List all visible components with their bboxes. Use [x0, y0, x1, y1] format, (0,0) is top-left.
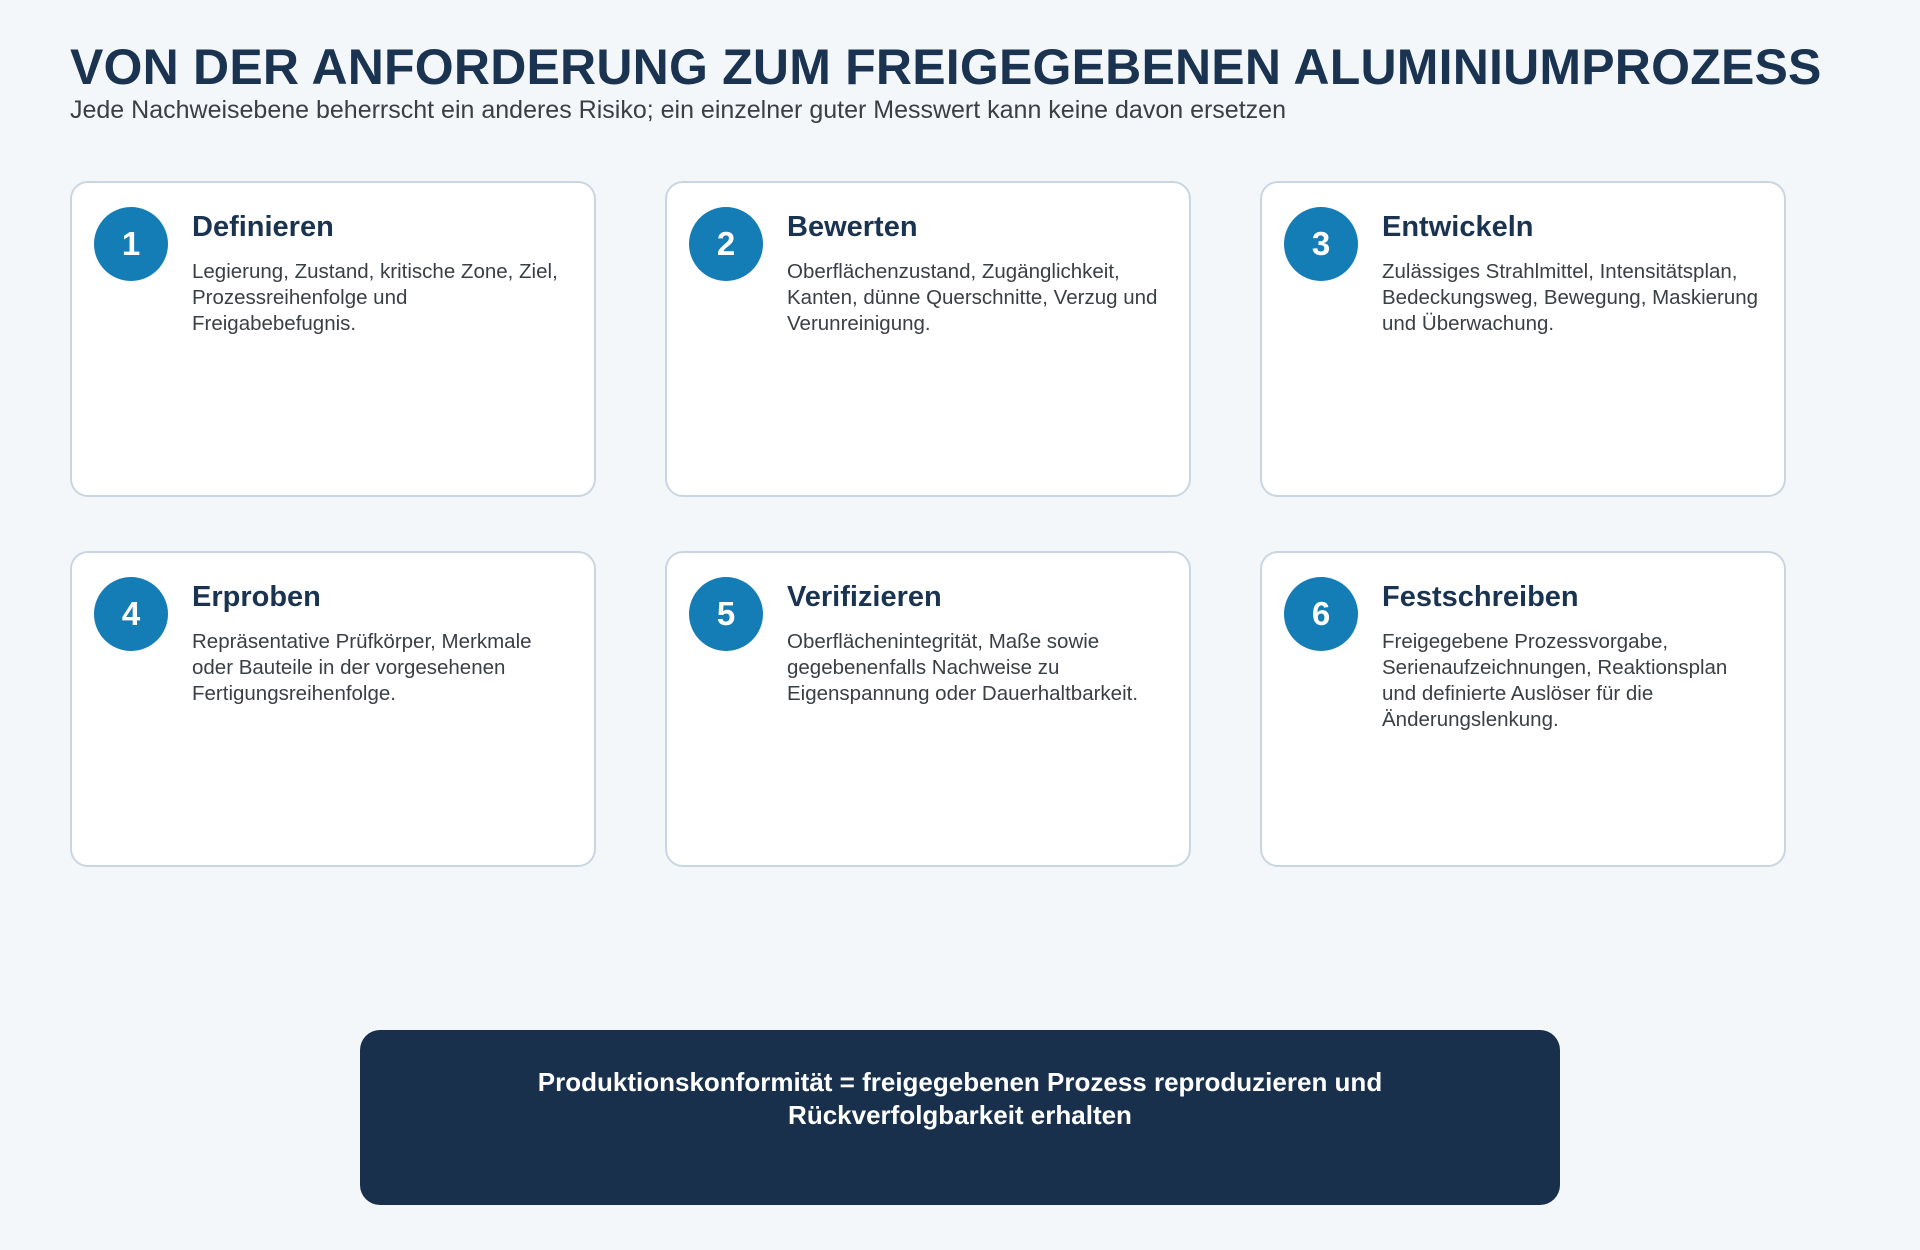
step-description: Legierung, Zustand, kritische Zone, Ziel, Prozessreihenfolge und Freigabebefugnis. — [192, 260, 558, 335]
step-number-badge: 6 — [1284, 577, 1358, 651]
step-number-badge: 5 — [689, 577, 763, 651]
page-subtitle: Jede Nachweisebene beherrscht ein anderes Risiko; ein einzelner guter Messwert kann keine davon ersetzen — [70, 96, 1286, 124]
step-title: Entwickeln — [1382, 211, 1534, 243]
step-number-badge: 3 — [1284, 207, 1358, 281]
step-card-entwickeln — [1260, 181, 1786, 497]
step-title: Festschreiben — [1382, 581, 1579, 613]
step-card-bewerten — [665, 181, 1191, 497]
step-title: Verifizieren — [787, 581, 942, 613]
step-description: Oberflächenintegrität, Maße sowie gegebenenfalls Nachweise zu Eigenspannung oder Dauerhaltbarkeit. — [787, 630, 1139, 705]
step-card-erproben — [70, 551, 596, 867]
step-number-badge: 4 — [94, 577, 168, 651]
step-card-definieren — [70, 181, 596, 497]
step-title: Definieren — [192, 211, 334, 243]
step-description: Oberflächenzustand, Zugänglichkeit, Kanten, dünne Querschnitte, Verzug und Verunreinigung. — [787, 260, 1158, 335]
step-description: Freigegebene Prozessvorgabe, Serienaufzeichnungen, Reaktionsplan und definierte Auslöser für die Änderungslenkung. — [1382, 630, 1728, 731]
step-title: Bewerten — [787, 211, 918, 243]
step-number-badge: 2 — [689, 207, 763, 281]
step-card-festschreiben — [1260, 551, 1786, 867]
step-description: Repräsentative Prüfkörper, Merkmale oder Bauteile in der vorgesehenen Fertigungsreihenfolge. — [192, 630, 532, 705]
step-description: Zulässiges Strahlmittel, Intensitätsplan, Bedeckungsweg, Bewegung, Maskierung und Überwachung. — [1382, 260, 1759, 335]
step-title: Erproben — [192, 581, 321, 613]
page-title: VON DER ANFORDERUNG ZUM FREIGEGEBENEN ALUMINIUMPROZESS — [70, 39, 1822, 95]
banner-text: Produktionskonformität = freigegebenen Prozess reproduzieren und Rückverfolgbarkeit erhalten — [537, 1067, 1383, 1130]
step-number-badge: 1 — [94, 207, 168, 281]
step-card-verifizieren — [665, 551, 1191, 867]
conformity-banner — [360, 1030, 1560, 1205]
